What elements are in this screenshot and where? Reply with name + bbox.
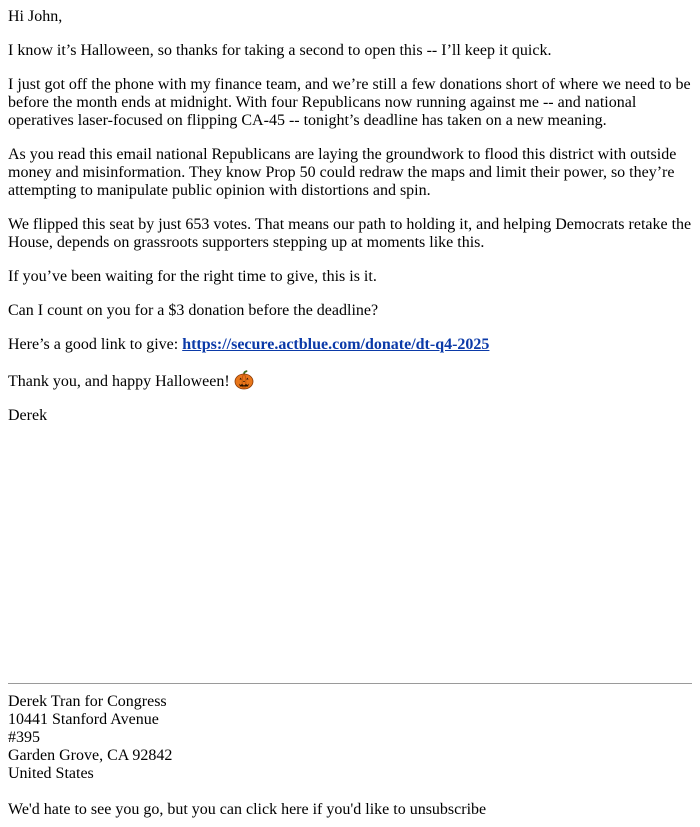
thanks-text: Thank you, and happy Halloween! bbox=[8, 373, 230, 390]
footer-country: United States bbox=[8, 765, 94, 782]
paragraph-republicans: As you read this email national Republicans are laying the groundwork to flood this district with outside money and misinformation. They know Prop 50 could redraw the maps and limit their power, so they’re attempting to manipulate public opinion with distortions and spin. bbox=[8, 146, 677, 199]
footer-divider bbox=[8, 683, 692, 684]
paragraph-ask: Can I count on you for a $3 donation before the deadline? bbox=[8, 302, 379, 319]
email-footer bbox=[8, 693, 692, 819]
unsubscribe-text[interactable]: We'd hate to see you go, but you can click here if you'd like to unsubscribe bbox=[8, 801, 487, 818]
link-intro: Here’s a good link to give: bbox=[8, 336, 183, 353]
donate-link[interactable]: https://secure.actblue.com/donate/dt-q4-2025 bbox=[182, 336, 490, 353]
pumpkin-icon bbox=[234, 370, 254, 390]
donate-link-line bbox=[8, 336, 692, 354]
footer-city: Garden Grove, CA 92842 bbox=[8, 747, 173, 764]
paragraph-right-time: If you’ve been waiting for the right time to give, this is it. bbox=[8, 268, 377, 285]
paragraph-finance: I just got off the phone with my finance team, and we’re still a few donations short of where we need to be before the month ends at midnight. With four Republicans now running against me -- and national operatives laser-focused on flipping CA-45 -- tonight’s deadline has taken on a new meaning. bbox=[8, 76, 691, 129]
paragraph-intro: I know it’s Halloween, so thanks for taking a second to open this -- I’ll keep it quick. bbox=[8, 42, 552, 59]
greeting: Hi John, bbox=[8, 8, 63, 25]
thanks-line bbox=[8, 370, 692, 391]
email-body bbox=[8, 8, 692, 441]
footer-unit: #395 bbox=[8, 729, 40, 746]
footer-street: 10441 Stanford Avenue bbox=[8, 711, 159, 728]
signature: Derek bbox=[8, 407, 48, 424]
paragraph-flipped-seat: We flipped this seat by just 653 votes. That means our path to holding it, and helping Democrats retake the House, depends on grassroots supporters stepping up at moments like this. bbox=[8, 216, 692, 251]
footer-org: Derek Tran for Congress bbox=[8, 693, 167, 710]
